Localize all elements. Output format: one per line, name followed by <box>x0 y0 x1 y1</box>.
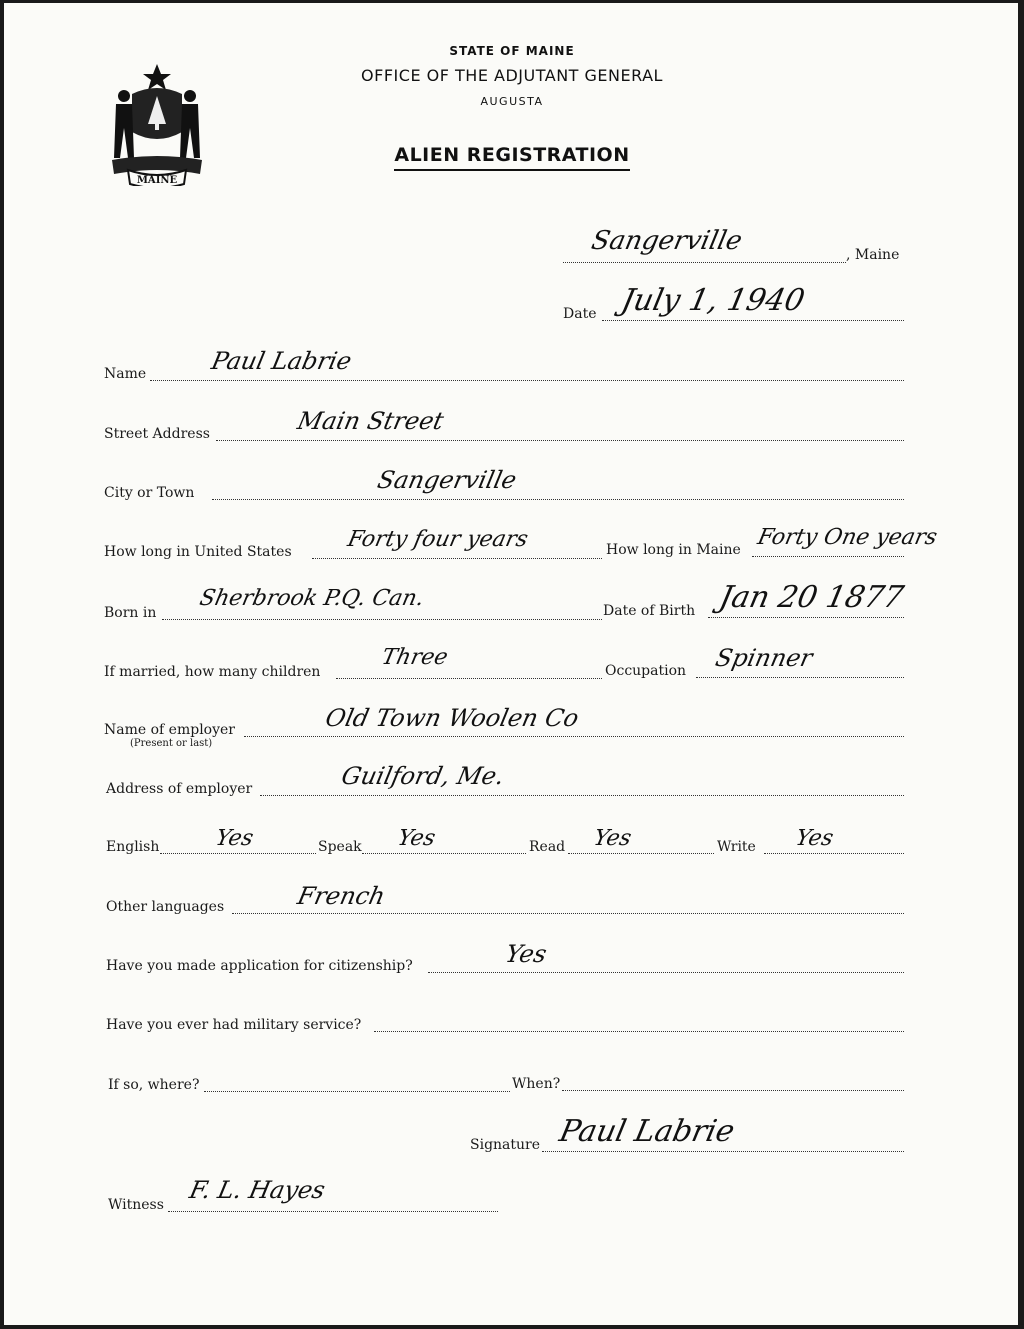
us-years-value: Forty four years <box>345 527 531 552</box>
children-label: If married, how many children <box>104 664 321 680</box>
born-value: Sherbrook P.Q. Can. <box>197 586 427 611</box>
street-field <box>216 440 904 441</box>
read-label: Read <box>529 839 566 855</box>
name-value: Paul Labrie <box>209 347 355 375</box>
name-field <box>150 380 904 381</box>
header-state: STATE OF MAINE <box>449 44 575 58</box>
maine-years-field <box>752 556 904 557</box>
us-years-label: How long in United States <box>104 544 292 560</box>
employer-sublabel: (Present or last) <box>130 738 213 749</box>
maine-suffix: , Maine <box>846 247 900 263</box>
military-label: Have you ever had military service? <box>106 1017 362 1033</box>
employer-field <box>244 736 904 737</box>
signature-label: Signature <box>470 1137 541 1153</box>
employer-value: Old Town Woolen Co <box>323 704 582 732</box>
born-field <box>162 619 602 620</box>
english-label: English <box>106 839 160 855</box>
witness-label: Witness <box>108 1197 164 1213</box>
when-label: When? <box>512 1076 561 1092</box>
signature-value: Paul Labrie <box>556 1114 738 1149</box>
citizenship-value: Yes <box>503 940 550 968</box>
employer-address-label: Address of employer <box>106 781 253 797</box>
military-field <box>374 1031 904 1032</box>
citizenship-label: Have you made application for citizenship? <box>106 958 413 974</box>
speak-label: Speak <box>318 839 362 855</box>
witness-value: F. L. Hayes <box>187 1176 328 1204</box>
employer-label: Name of employer <box>104 722 235 738</box>
speak-value: Yes <box>395 826 438 851</box>
where-label: If so, where? <box>108 1077 200 1093</box>
state-of-maine-seal-icon <box>104 62 210 186</box>
dob-label: Date of Birth <box>603 603 696 619</box>
form-title-text: ALIEN REGISTRATION <box>394 144 629 171</box>
occupation-value: Spinner <box>713 644 816 672</box>
date-value: July 1, 1940 <box>618 283 808 318</box>
children-value: Three <box>379 645 451 670</box>
signature-field <box>542 1151 904 1152</box>
dob-field <box>708 617 904 618</box>
maine-years-label: How long in Maine <box>606 542 741 558</box>
speak-field <box>362 853 526 854</box>
witness-field <box>168 1211 498 1212</box>
date-field <box>602 320 904 321</box>
write-field <box>764 853 904 854</box>
header-office: OFFICE OF THE ADJUTANT GENERAL <box>361 66 663 85</box>
employer-address-value: Guilford, Me. <box>339 762 507 790</box>
children-field <box>336 678 602 679</box>
write-label: Write <box>717 839 756 855</box>
born-label: Born in <box>104 605 157 621</box>
town-field <box>563 262 846 263</box>
where-field <box>204 1091 510 1092</box>
english-value: Yes <box>213 826 256 851</box>
other-languages-label: Other languages <box>106 899 225 915</box>
city-label: City or Town <box>104 485 195 501</box>
occupation-field <box>696 677 904 678</box>
citizenship-field <box>428 972 904 973</box>
when-field <box>562 1090 904 1091</box>
maine-years-value: Forty One years <box>755 525 940 550</box>
english-field <box>160 853 316 854</box>
street-value: Main Street <box>295 407 447 435</box>
other-languages-field <box>232 913 904 914</box>
write-value: Yes <box>793 826 836 851</box>
date-label: Date <box>563 306 597 322</box>
city-value: Sangerville <box>375 466 520 494</box>
street-label: Street Address <box>104 426 210 442</box>
name-label: Name <box>104 366 147 382</box>
read-field <box>568 853 714 854</box>
occupation-label: Occupation <box>605 663 687 679</box>
read-value: Yes <box>591 826 634 851</box>
dob-value: Jan 20 1877 <box>716 580 907 615</box>
header-city: AUGUSTA <box>480 95 544 108</box>
town-value: Sangerville <box>588 226 745 256</box>
city-field <box>212 499 904 500</box>
seal-text: MAINE <box>136 175 178 186</box>
us-years-field <box>312 558 602 559</box>
employer-address-field <box>260 795 904 796</box>
other-languages-value: French <box>295 882 388 910</box>
